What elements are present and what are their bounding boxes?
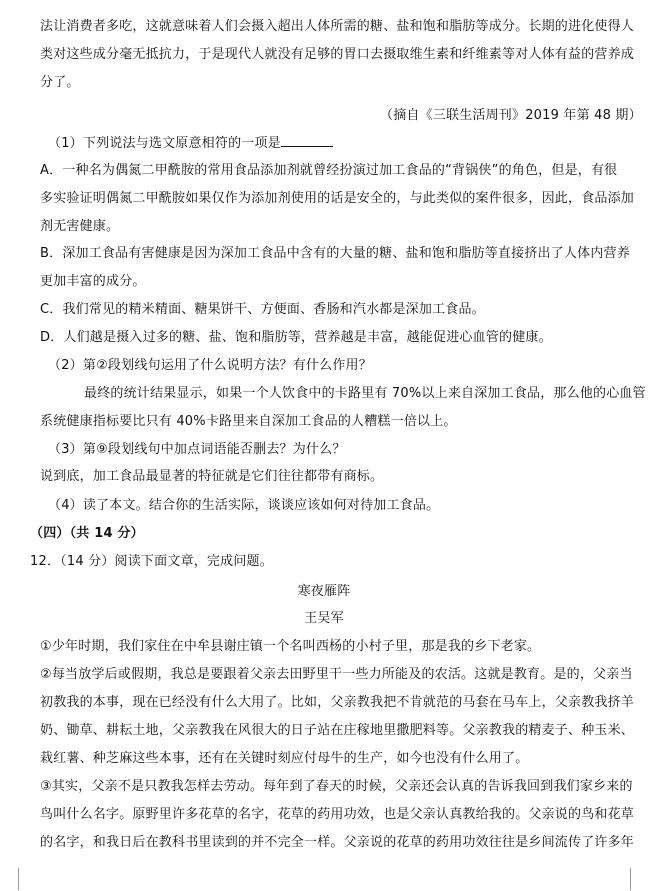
article-paragraph-line: ③其实，父亲不是只教我怎样去劳动。每年到了春天的时候，父亲还会认真的告诉我回到我们家乡来的	[40, 779, 633, 794]
article-paragraph-line: 初教我的本事，现在已经没有什么大用了。比如，父亲教我把不肯就范的马套在马车上，父亲教我挤羊	[40, 695, 635, 710]
quoted-sentence: 系统健康指标要比只有 40%卡路里来自深加工食品的人糟糕一倍以上。	[40, 414, 457, 429]
page-corner-mark	[630, 868, 641, 890]
article-paragraph-line: ①少年时期，我们家住在中牟县谢庄镇一个名叫西杨的小村子里，那是我的乡下老家。	[40, 639, 541, 654]
question-4: （4）读了本文。结合你的生活实际，谈谈应该如何对待加工食品。	[48, 498, 440, 513]
option-a-line: 多实验证明偶氮二甲酰胺如果仅作为添加剂使用的话是安全的，与此类似的案件很多，因此，食品添加	[40, 191, 635, 206]
option-b-line: 更加丰富的成分。	[40, 274, 146, 289]
question-1	[48, 134, 618, 153]
paragraph-line: 法让消费者多吃，这就意味着人们会摄入超出人体所需的糖、盐和饱和脂肪等成分。长期的进化使得人	[40, 19, 635, 34]
option-a-line: 剂无害健康。	[40, 219, 120, 234]
page-corner-mark	[8, 868, 19, 890]
article-paragraph-line: 栽红薯、种芝麻这些本事，还有在关键时刻应付母牛的生产，如今也没有什么用了。	[40, 751, 529, 766]
question-2: （2）第②段划线句运用了什么说明方法？有什么作用？	[48, 358, 372, 373]
section-heading: （四）（共 14 分）	[30, 526, 144, 541]
quoted-sentence: 说到底，加工食品最显著的特征就是它们往往都带有商标。	[40, 469, 384, 484]
question-3: （3）第⑨段划线句中加点词语能否删去？为什么？	[48, 442, 346, 457]
answer-blank	[281, 134, 333, 147]
paragraph-line: 分了。	[40, 75, 80, 90]
article-author: 王吴军	[304, 611, 344, 626]
paragraph-line: 类对这些成分毫无抵抗力，于是现代人就没有足够的胃口去摄取维生素和纤维素等对人体有益的营养成	[40, 47, 635, 62]
option-d-line: D．人们越是摄入过多的糖、盐、饱和脂肪等，营养越是丰富，越能促进心血管的健康。	[40, 330, 552, 345]
quoted-sentence: 最终的统计结果显示，如果一个人饮食中的卡路里有 70%以上来自深加工食品，那么他的心血管	[84, 386, 646, 401]
option-a-line: A．一种名为偶氮二甲酰胺的常用食品添加剂就曾经扮演过加工食品的“背锅侠”的角色，但是，有很	[40, 163, 618, 178]
article-title: 寒夜雁阵	[297, 584, 351, 599]
question-12: 12．（14 分）阅读下面文章，完成问题。	[30, 554, 273, 569]
option-b-line: B．深加工食品有害健康是因为深加工食品中含有的大量的糖、盐和饱和脂肪等直接挤出了人体内营养	[40, 246, 630, 261]
source-citation: （摘自《三联生活周刊》2019 年第 48 期）	[380, 108, 642, 123]
article-paragraph-line: 鸟叫什么名字。原野里许多花草的名字，花草的药用功效，也是父亲认真教给我的。父亲说的鸟和花草	[40, 807, 635, 822]
article-paragraph-line: ②每当放学后或假期，我总是要跟着父亲去田野里干一些力所能及的农活。这就是教育。是的，父亲当	[40, 667, 633, 682]
question-1-text: （1）下列说法与选文原意相符的一项是	[48, 136, 281, 151]
option-c-line: C．我们常见的精米精面、糖果饼干、方便面、香肠和汽水都是深加工食品。	[40, 302, 485, 317]
article-paragraph-line: 的名字，和我日后在教科书里读到的并不完全一样。父亲说的花草的药用功效往往是乡间流传了许多年	[40, 835, 635, 850]
article-paragraph-line: 奶、锄草、耕耘土地，父亲教我在风很大的日子站在庄稼地里撒肥料等。父亲教我的精麦子、种玉米、	[40, 723, 635, 738]
